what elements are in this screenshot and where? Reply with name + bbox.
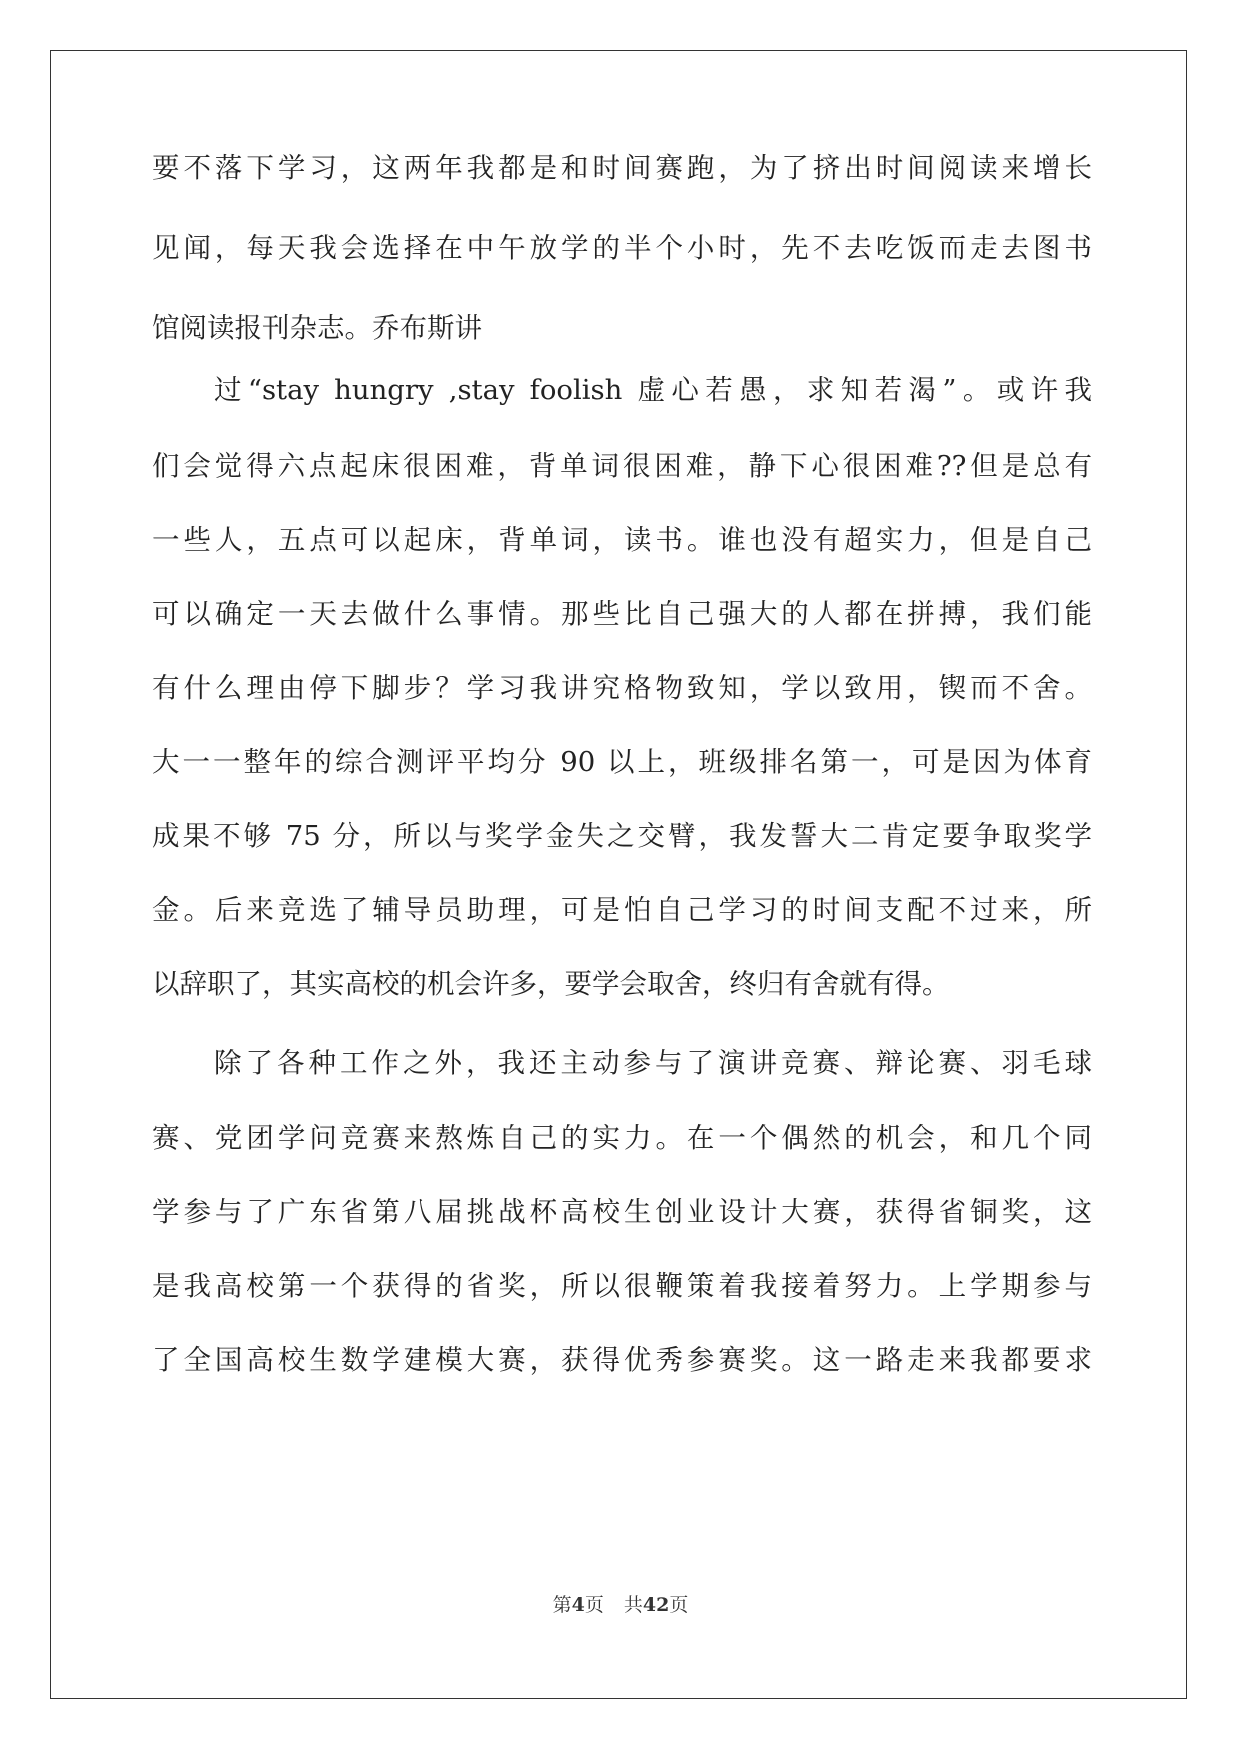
text-line: 以辞职了，其实高校的机会许多，要学会取舍，终归有舍就有得。: [152, 968, 950, 1000]
text-line: 金。后来竞选了辅导员助理，可是怕自己学习的时间支配不过来，所: [152, 894, 1092, 926]
page-footer: [0, 1590, 1241, 1617]
text-line: 是我高校第一个获得的省奖，所以很鞭策着我接着努力。上学期参与: [152, 1270, 1092, 1302]
total-pages: 42: [642, 1594, 670, 1616]
page-prefix: 第: [552, 1594, 572, 1616]
text-line: 过“stay hungry ,stay foolish 虚心若愚，求知若渴”。或许我: [214, 374, 1092, 406]
total-suffix: 页: [669, 1594, 689, 1616]
page-suffix: 页: [584, 1594, 604, 1616]
text-line: 可以确定一天去做什么事情。那些比自己强大的人都在拼搏，我们能: [152, 598, 1092, 630]
page-border: [50, 50, 1187, 1699]
text-line: 们会觉得六点起床很困难，背单词很困难，静下心很困难??但是总有: [152, 450, 1092, 482]
text-line: 有什么理由停下脚步？学习我讲究格物致知，学以致用，锲而不舍。: [152, 672, 1092, 704]
page-number: 4: [571, 1594, 585, 1616]
text-line: 赛、党团学问竞赛来熬炼自己的实力。在一个偶然的机会，和几个同: [152, 1122, 1092, 1154]
text-line: 馆阅读报刊杂志。乔布斯讲: [152, 312, 482, 344]
text-line: 见闻，每天我会选择在中午放学的半个小时，先不去吃饭而走去图书: [152, 232, 1092, 264]
text-line: 一些人，五点可以起床，背单词，读书。谁也没有超实力，但是自己: [152, 524, 1092, 556]
text-line: 了全国高校生数学建模大赛，获得优秀参赛奖。这一路走来我都要求: [152, 1344, 1092, 1376]
total-prefix: 共: [623, 1594, 643, 1616]
text-line: 成果不够 75 分，所以与奖学金失之交臂，我发誓大二肯定要争取奖学: [152, 820, 1092, 852]
text-line: 除了各种工作之外，我还主动参与了演讲竞赛、辩论赛、羽毛球: [214, 1047, 1092, 1079]
text-line: 要不落下学习，这两年我都是和时间赛跑，为了挤出时间阅读来增长: [152, 152, 1092, 184]
text-line: 大一一整年的综合测评平均分 90 以上，班级排名第一，可是因为体育: [152, 746, 1092, 778]
text-line: 学参与了广东省第八届挑战杯高校生创业设计大赛，获得省铜奖，这: [152, 1196, 1092, 1228]
